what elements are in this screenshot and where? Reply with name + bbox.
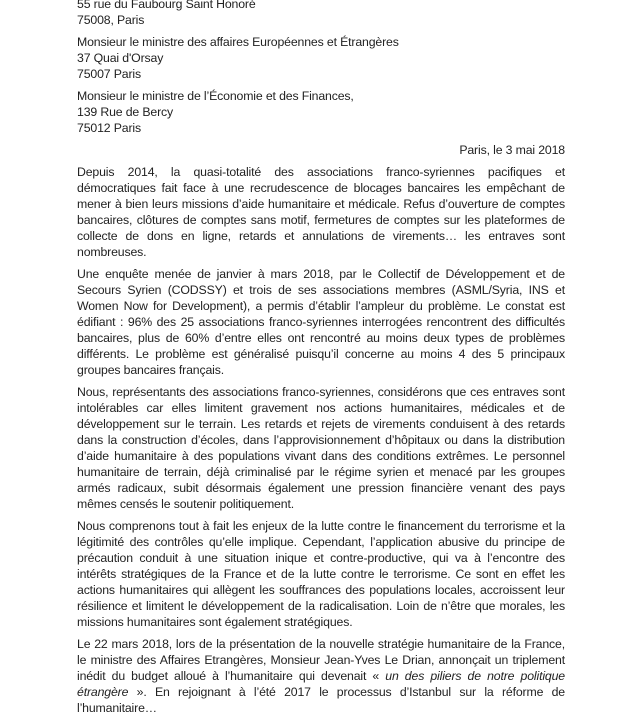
sender-address bbox=[77, 0, 565, 28]
address-line: 37 Quai d'Orsay bbox=[77, 51, 164, 65]
recipient-address-foreign-affairs bbox=[77, 34, 565, 82]
address-line: 55 rue du Faubourg Saint Honoré bbox=[77, 0, 256, 11]
body-paragraph: Nous comprenons tout à fait les enjeux de la lutte contre le financement du terrorisme et la légitimité des contrôles qu’elle implique. Cependant, l’application abusive du principe de précaution conduit à une situation inique et contre-productive, qui va à l’encontre des intérêts stratégiques de la France et de la lutte contre le terrorisme. Ce sont en effet les actions humanitaires qui allègent les souffrances des populations locales, accroissent leur résilience et limitent le développement de la radicalisation. Loin de n’être que morales, les missions humanitaires sont également stratégiques. bbox=[77, 519, 565, 629]
address-line: 75012 Paris bbox=[77, 121, 141, 135]
address-line: 139 Rue de Bercy bbox=[77, 105, 174, 119]
address-line: 75007 Paris bbox=[77, 67, 141, 81]
address-line: Monsieur le ministre des affaires Européennes et Étrangères bbox=[77, 35, 399, 49]
letter-page bbox=[77, 0, 565, 722]
body-paragraph-last bbox=[77, 636, 565, 716]
paragraph-text: ». En rejoignant à l’été 2017 le processus d’Istanbul sur la réforme de l’humanitaire… bbox=[77, 685, 565, 715]
body-paragraph: Nous, représentants des associations franco-syriennes, considérons que ces entraves sont intolérables car elles limitent gravement nos actions humanitaires, médicales et de développement sur le terrain. Les retards et rejets de virements conduisent à des retards dans la construction d’écoles, dans l’approvisionnement d’hôpitaux ou dans la distribution d’aide humanitaire à des populations vivant dans des conditions extrêmes. Le personnel humanitaire de terrain, déjà criminalisé par le régime syrien et menacé par les groupes armés radicaux, subit désormais également une pression financière venant des pays mêmes censés le soutenir politiquement. bbox=[77, 385, 565, 511]
address-line: Monsieur le ministre de l’Économie et des Finances, bbox=[77, 89, 354, 103]
paragraph-text: Le 22 mars 2018, lors de la présentation de la nouvelle stratégie humanitaire de la France, le ministre des Affaires Etrangères, Monsieur Jean-Yves Le Drian, annonçait un triplement inédit du budget alloué à l’humanitaire qui devenait « bbox=[77, 637, 565, 683]
recipient-address-economy bbox=[77, 88, 565, 136]
quote-text: un des piliers de notre politique étrangère bbox=[77, 669, 565, 699]
letter-date: Paris, le 3 mai 2018 bbox=[459, 143, 565, 157]
body-paragraph: Une enquête menée de janvier à mars 2018, par le Collectif de Développement et de Secours Syrien (CODSSY) et trois de ses associations membres (ASML/Syria, INS et Women Now for Development), a permis d’établir l’ampleur du problème. Le constat est édifiant : 96% des 25 associations franco-syriennes interrogées rencontrent des difficultés bancaires, plus de 60% d’entre elles ont rencontré au moins deux types de problèmes différents. Le problème est généralisé puisqu’il concerne au moins 4 des 5 principaux groupes bancaires français. bbox=[77, 267, 565, 377]
address-line: 75008, Paris bbox=[77, 13, 145, 27]
body-paragraph: Depuis 2014, la quasi-totalité des associations franco-syriennes pacifiques et démocratiques fait face à une recrudescence de blocages bancaires les empêchant de mener à bien leurs missions d’aide humanitaire et médicale. Refus d’ouverture de comptes bancaires, clôtures de comptes sans motif, fermetures de comptes sur les plateformes de collecte de dons en ligne, retards et annulations de virements… les entraves sont nombreuses. bbox=[77, 165, 565, 259]
